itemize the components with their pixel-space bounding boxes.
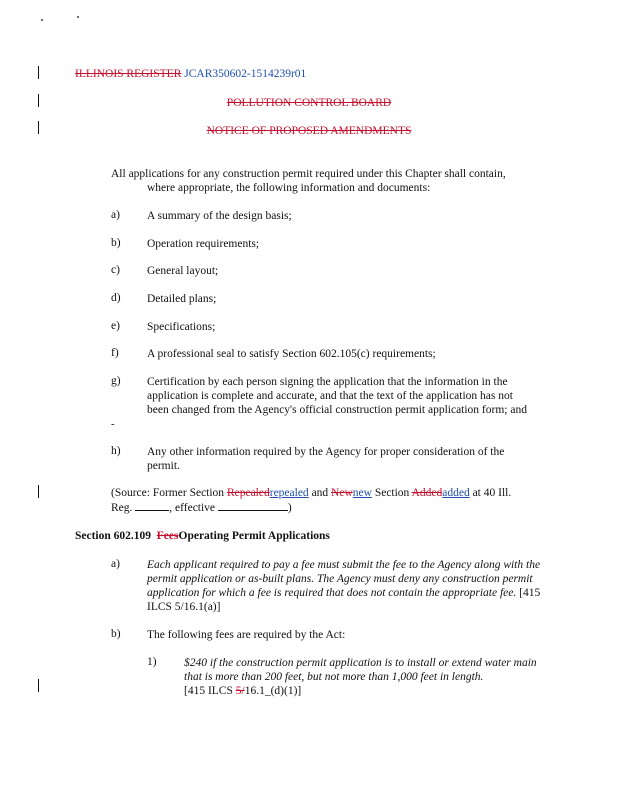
inserted-text: added (442, 487, 470, 499)
citation-pre: [415 ILCS (184, 685, 236, 697)
item-label: b) (111, 237, 121, 249)
subitem-text (184, 656, 544, 698)
change-bar (38, 485, 39, 498)
item-text: A professional seal to satisfy Section 602.105(c) requirements; (147, 348, 436, 360)
reg-blank (135, 500, 169, 511)
deleted-text: New (331, 487, 353, 499)
item-label: c) (111, 264, 120, 276)
item-text: General layout; (147, 265, 219, 277)
intro-line-1: All applications for any construction permit required under this Chapter shall contain, (111, 168, 506, 180)
register-strike: ILLINOIS REGISTER (75, 68, 182, 80)
source-suffix: at 40 Ill. (469, 487, 512, 499)
item-text: The following fees are required by the Act: (147, 629, 346, 641)
item-label: h) (111, 445, 121, 457)
item-text: Certification by each person signing the application that the information in the application is complete and accurate, and that the text of the application has not been changed from the Agency's official construction permit application form; and (147, 376, 527, 416)
subitem-label: 1) (147, 656, 157, 668)
deleted-text: Added (411, 487, 443, 499)
deleted-text: 5/ (235, 685, 245, 697)
item-label: a) (111, 209, 120, 221)
section-title-deleted: Fees (156, 530, 179, 542)
inserted-text: repealed (269, 487, 309, 499)
item-label: g) (111, 375, 121, 387)
statute-citation: [415 ILCS 5/16.1(a)] (147, 587, 541, 613)
scan-mark (41, 19, 43, 21)
inserted-text: new (352, 487, 372, 499)
citation-post: 16.1_(d)(1)] (244, 685, 302, 697)
section-number: Section 602.109 (75, 530, 152, 542)
item-label: a) (111, 558, 120, 570)
item-text: Specifications; (147, 321, 216, 333)
source-reg: Reg. (111, 502, 136, 514)
statute-text: $240 if the construction permit application is to install or extend water main that is more than 200 feet, but not more than 1,000 feet in length. (184, 657, 537, 683)
source-note (111, 486, 541, 515)
item-label: e) (111, 320, 120, 332)
source-close: ) (287, 502, 292, 514)
register-header (75, 68, 306, 80)
item-label: f) (111, 347, 119, 359)
item-text: A summary of the design basis; (147, 210, 292, 222)
jcar-id: JCAR350602-1514239r01 (184, 68, 307, 80)
board-title: POLLUTION CONTROL BOARD (226, 97, 392, 109)
scan-mark (77, 16, 79, 18)
intro-paragraph (111, 167, 551, 195)
deleted-text: Repealed (226, 487, 270, 499)
source-section: Section (371, 487, 412, 499)
section-heading (75, 530, 330, 542)
source-effective: , effective (169, 502, 218, 514)
section-title: Operating Permit Applications (178, 530, 330, 542)
notice-title: NOTICE OF PROPOSED AMENDMENTS (206, 125, 412, 137)
dash-mark: - (111, 418, 115, 430)
item-text: Any other information required by the Agency for proper consideration of the permit. (147, 446, 505, 472)
source-prefix: (Source: Former Section (111, 487, 227, 499)
change-bar (38, 679, 39, 692)
intro-line-2: where appropriate, the following information and documents: (147, 182, 431, 194)
item-text (147, 558, 547, 614)
source-and: and (308, 487, 332, 499)
item-text: Operation requirements; (147, 238, 260, 250)
item-label: d) (111, 292, 121, 304)
change-bar (38, 66, 39, 79)
statute-text: Each applicant required to pay a fee must submit the fee to the Agency along with the permit application or as-built plans. The Agency must deny any construction permit application for which a fee is required that does not contain the appropriate fee. (147, 559, 541, 599)
item-text: Detailed plans; (147, 293, 217, 305)
effective-blank (218, 500, 288, 511)
item-label: b) (111, 628, 121, 640)
